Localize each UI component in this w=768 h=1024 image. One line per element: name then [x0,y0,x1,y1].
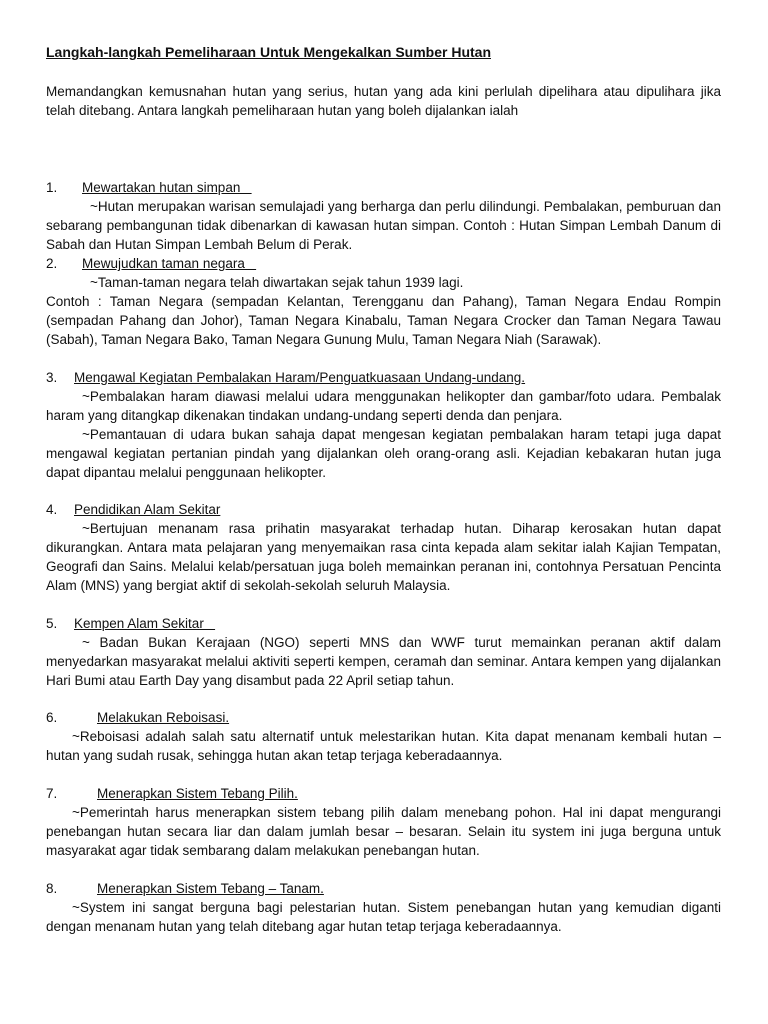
item-heading [46,784,298,803]
item-paragraph: ~Bertujuan menanam rasa prihatin masyarakat terhadap hutan. Diharap kerosakan hutan dapat dikurangkan. Antara mata pelajaran yang menyemaikan rasa cinta kepada alam sekitar ialah Kajian Tempatan, Geografi dan Sains. Melalui kelab/persatuan juga boleh memainkan peranan ini, contohnya Persatuan Pencinta Alam (MNS) yang bergiat aktif di sekolah-sekolah seluruh Malaysia. [46,521,721,593]
item-heading [46,614,216,633]
item-number: 6. [46,710,58,725]
item-number: 8. [46,881,58,896]
item-paragraph: Contoh : Taman Negara (sempadan Kelantan, Terengganu dan Pahang), Taman Negara Endau Rompin (sempadan Pahang dan Johor), Taman Negara Kinabalu, Taman Negara Crocker dan Taman Negara Tawau (Sabah), Taman Negara Bako, Taman Negara Gunung Mulu, Taman Negara Niah (Sarawak). [46,294,721,347]
item-number: 4. [46,502,58,517]
item-paragraph: ~ Badan Bukan Kerajaan (NGO) seperti MNS dan WWF turut memainkan peranan aktif dalam menyedarkan masyarakat melalui aktiviti seperti kempen, ceramah dan seminar. Antara kempen yang dijalankan Hari Bumi atau Earth Day yang disambut pada 22 April setiap tahun. [46,635,721,688]
item-number: 7. [46,786,58,801]
item-paragraph: ~Taman-taman negara telah diwartakan sejak tahun 1939 lagi. [90,275,464,290]
item-heading [46,368,526,387]
item-paragraph: ~Hutan merupakan warisan semulajadi yang berharga dan perlu dilindungi. Pembalakan, pemburuan dan sebarang pembangunan tidak dibenarkan di kawasan hutan simpan. Contoh : Hutan Simpan Lembah Danum di Sabah dan Hutan Simpan Lembah Belum di Perak. [46,199,721,252]
item-paragraph: ~Pemerintah harus menerapkan sistem tebang pilih dalam menebang pohon. Hal ini dapat mengurangi penebangan hutan secara liar dan dalam jumlah besar – besaran. Selain itu system ini juga berguna untuk masyarakat agar tidak sembarang dalam melakukan penebangan hutan. [46,805,721,858]
item-heading [46,708,230,727]
item-number: 1. [46,180,58,195]
item-title: Pendidikan Alam Sekitar [74,502,221,517]
item-paragraph: ~Pemantauan di udara bukan sahaja dapat mengesan kegiatan pembalakan haram tetapi juga dapat mengawal kegiatan pertanian pindah yang dijalankan oleh orang-orang asli. Kejadian kebakaran hutan juga dapat dipantau melalui penggunaan helikopter. [46,427,721,480]
item-title: Mewartakan hutan simpan [82,180,252,195]
item-title: Kempen Alam Sekitar [74,616,216,631]
item-paragraph: ~Reboisasi adalah salah satu alternatif untuk melestarikan hutan. Kita dapat menanam kembali hutan – hutan yang sudah rusak, sehingga hutan akan tetap terjaga keberadaannya. [46,729,721,763]
item-title: Melakukan Reboisasi. [97,710,230,725]
item-number: 2. [46,256,58,271]
item-heading [46,879,324,898]
item-number: 5. [46,616,58,631]
item-paragraph: ~Pembalakan haram diawasi melalui udara menggunakan helikopter dan gambar/foto udara. Pembalak haram yang ditangkap dikenakan tindakan undang-undang seperti denda dan penjara. [46,389,721,423]
item-title: Menerapkan Sistem Tebang – Tanam. [97,881,324,896]
item-title: Mewujudkan taman negara [82,256,257,271]
item-heading [46,178,252,197]
item-heading [46,254,257,273]
item-title: Mengawal Kegiatan Pembalakan Haram/Penguatkuasaan Undang-undang. [74,370,526,385]
item-title: Menerapkan Sistem Tebang Pilih. [97,786,298,801]
document-title: Langkah-langkah Pemeliharaan Untuk Mengekalkan Sumber Hutan [46,44,491,60]
item-paragraph: ~System ini sangat berguna bagi pelestarian hutan. Sistem penebangan hutan yang kemudian diganti dengan menanam hutan yang telah ditebang agar hutan tetap terjaga keberadaannya. [46,900,721,934]
item-heading [46,500,221,519]
item-number: 3. [46,370,58,385]
intro-paragraph: Memandangkan kemusnahan hutan yang serius, hutan yang ada kini perlulah dipelihara atau dipulihara jika telah ditebang. Antara langkah pemeliharaan hutan yang boleh dijalankan ialah [46,84,721,118]
